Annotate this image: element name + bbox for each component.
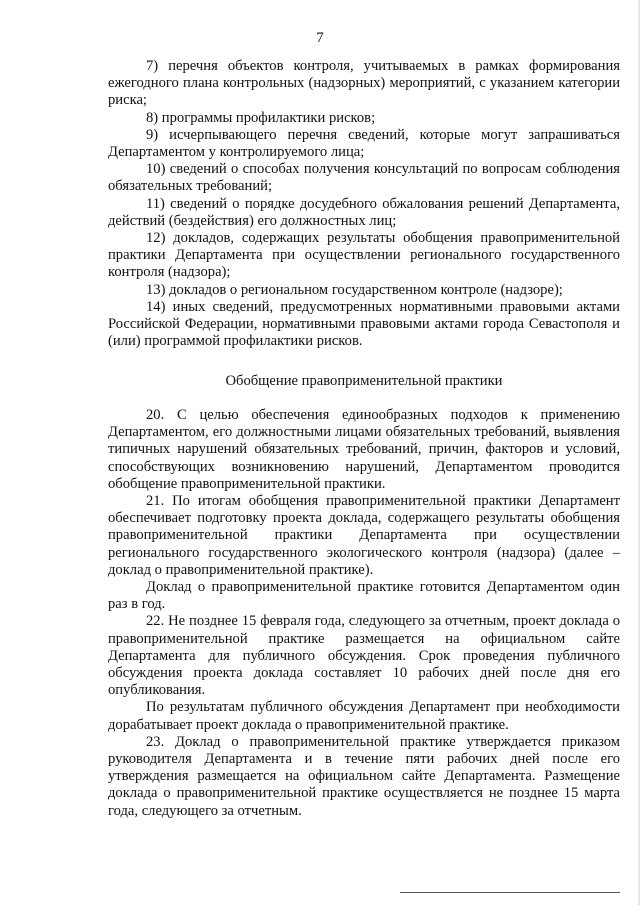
list-item: 9) исчерпывающего перечня сведений, которые могут запрашиваться Департаментом у контролируемого лица;: [108, 126, 620, 161]
section-paragraph: По результатам публичного обсуждения Департамент при необходимости дорабатывает проект доклада о правоприменительной практике.: [108, 699, 620, 733]
section-paragraph: 23. Доклад о правоприменительной практике утверждается приказом руководителя Департамента и в течение пяти рабочих дней после его утверждения размещается на официальном сайте Департамента. Размещение доклада о правоприменительной практике осуществляется не позднее 15 марта года, следующего за отчетным.: [108, 733, 620, 819]
section-paragraph: 20. С целью обеспечения единообразных подходов к применению Департаментом, его должностными лицами обязательных требований, выявления типичных нарушений обязательных требований, причин, факторов и условий, способствующих возникновению нарушений, Департаментом проводится обобщение правоприменительной практики.: [108, 407, 620, 492]
section-paragraph: 21. По итогам обобщения правоприменительной практики Департамент обеспечивает подготовку проекта доклада, содержащего результаты обобщения правоприменительной практики Департамента при осуществлении регионального государственного экологического контроля (надзора) (далее – доклад о правоприменительной практике).: [108, 493, 620, 578]
section-body: [108, 407, 620, 820]
section-heading: Обобщение правоприменительной практики: [225, 373, 503, 389]
list-item: 11) сведений о порядке досудебного обжалования решений Департамента, действий (бездействия) его должностных лиц;: [108, 195, 620, 229]
list-item: 12) докладов, содержащих результаты обобщения правоприменительной практики Департамента при осуществлении регионального государственного контроля (надзора);: [108, 230, 620, 281]
footer-rule: [400, 892, 620, 893]
list-item: 10) сведений о способах получения консультаций по вопросам соблюдения обязательных требований;: [108, 161, 620, 195]
list-block: [108, 58, 620, 350]
list-item: 14) иных сведений, предусмотренных нормативными правовыми актами Российской Федерации, нормативными правовыми актами города Севастополя и (или) программой профилактики рисков.: [108, 298, 620, 350]
section-paragraph: 22. Не позднее 15 февраля года, следующего за отчетным, проект доклада о правоприменительной практике размещается на официальном сайте Департамента для публичного обсуждения. Срок проведения публичного обсуждения проекта доклада составляет 10 рабочих дней после дня его опубликования.: [108, 613, 620, 699]
section-paragraph: Доклад о правоприменительной практике готовится Департаментом один раз в год.: [108, 579, 620, 613]
list-item: 7) перечня объектов контроля, учитываемых в рамках формирования ежегодного плана контрольных (надзорных) мероприятий, с указанием категории риска;: [108, 58, 620, 109]
list-item: 8) программы профилактики рисков;: [146, 109, 376, 126]
list-item: 13) докладов о региональном государственном контроле (надзоре);: [146, 281, 563, 298]
page-number: 7: [316, 30, 324, 46]
